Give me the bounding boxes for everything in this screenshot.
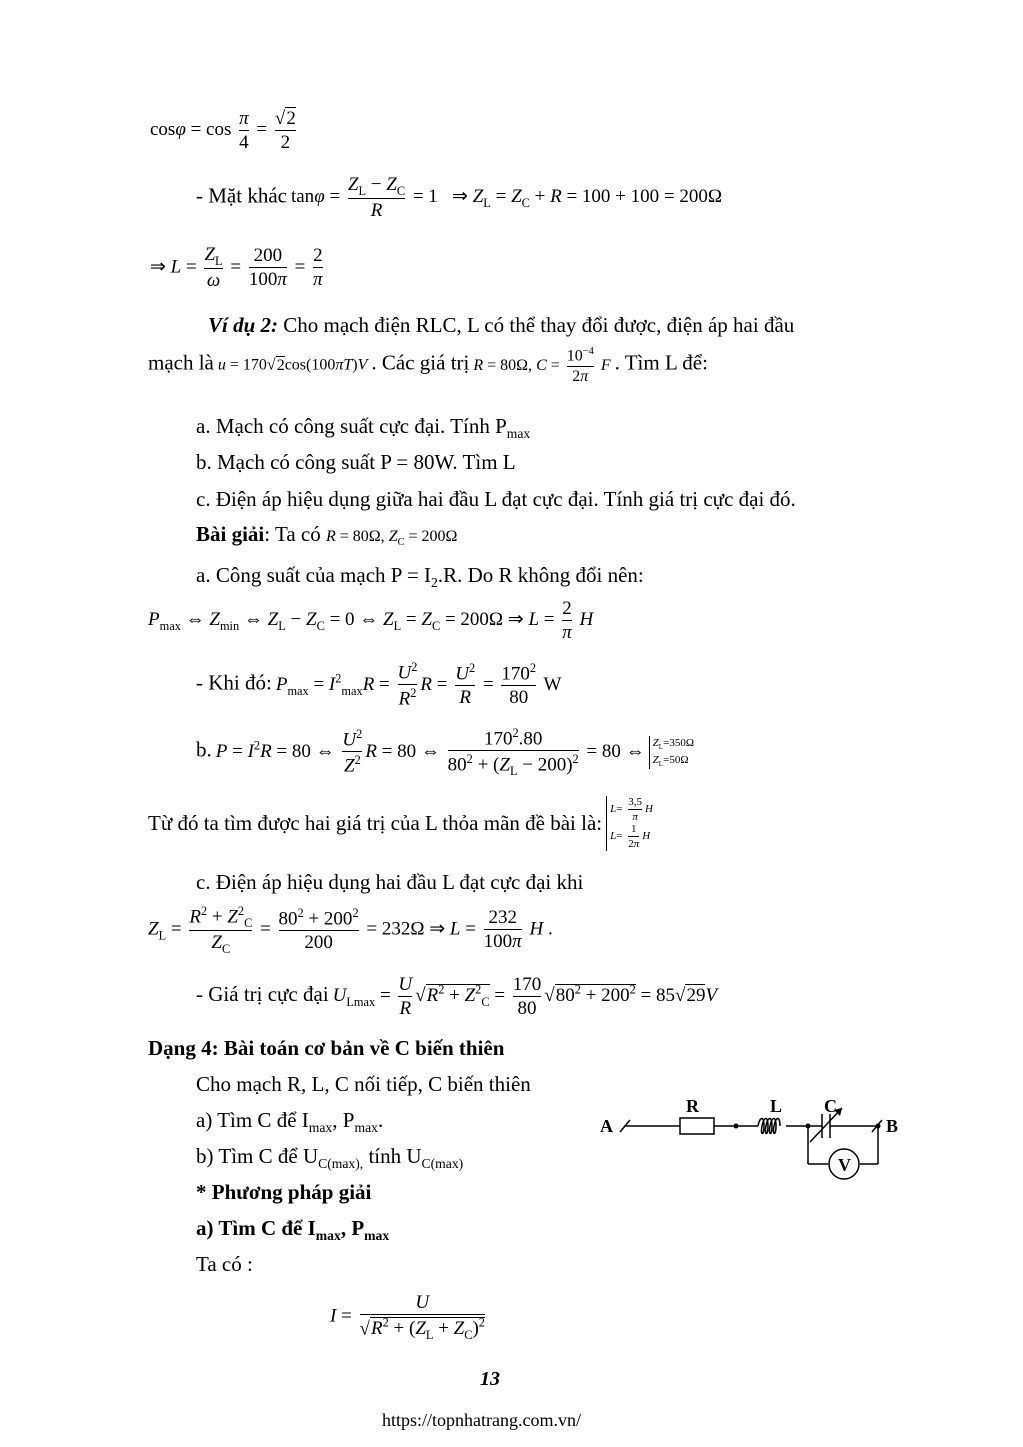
footer-url[interactable]: https://topnhatrang.com.vn/ <box>382 1410 581 1430</box>
dang-4-b-mid: tính U <box>363 1144 422 1168</box>
resistor-symbol <box>680 1118 714 1134</box>
solution-a <box>196 563 644 591</box>
pp-a-sub2: max <box>364 1228 390 1244</box>
question-c: c. Điện áp hiệu dụng giữa hai đầu L đạt cực đại. Tính giá trị cực đại đó. <box>196 487 796 511</box>
solution-a-rest: .R. Do R không đổi nên: <box>437 563 644 587</box>
equation-pmax-value: - Khi đó: $P_{max} = I^2_{max}R$ = $\frac{U^2}{R^2}$ R = $\frac{U^2}{R}$ = $\frac{170^2}{80}$ W <box>196 660 562 710</box>
phuong-phap-heading: * Phương pháp giải <box>196 1180 372 1204</box>
dang-4-a-sub2: max <box>354 1120 378 1136</box>
pp-a-text: a) Tìm C để I <box>196 1216 316 1240</box>
text-gia-tri: - Giá trị cực đại <box>196 982 329 1007</box>
dang-4-item-a <box>196 1108 383 1136</box>
text-mach-la: mạch là <box>148 350 214 375</box>
question-a-text: a. Mạch có công suất cực đại. Tính P <box>196 414 507 438</box>
node-dot-3 <box>876 1124 881 1129</box>
text-mat-khac: - Mặt khác <box>196 183 287 208</box>
solution-a-text: a. Công suất của mạch P = I <box>196 563 432 587</box>
solution-a-sub: 2 <box>431 575 438 591</box>
equation-pmax-chain: $P_{max}$ ⇔ $Z_{min}$ ⇔ $Z_L - Z_C = 0$ ⇔ $Z_L = Z_C = 200\Omega$ ⇒ L = $\frac{2}{\pi}$ H <box>148 598 594 643</box>
dang-4-a-end: . <box>377 1108 384 1132</box>
example-2-heading <box>208 313 794 338</box>
question-b: b. Mạch có công suất P = 80W. Tìm L <box>196 450 516 474</box>
label-b: B <box>886 1116 899 1136</box>
label-c: C <box>824 1096 837 1116</box>
solution-c: c. Điện áp hiệu dụng hai đầu L đạt cực đại khi <box>196 870 584 894</box>
page-number: 13 <box>480 1368 500 1390</box>
pp-a-mid: , P <box>340 1216 365 1240</box>
label-l: L <box>770 1096 783 1116</box>
dang-4-b-text: b) Tìm C để U <box>196 1144 319 1168</box>
pp-item-a <box>196 1216 389 1244</box>
equation-current: I = $\frac{U}{√R^2 + (Z_L + Z_C)^2}$ <box>330 1292 485 1342</box>
circuit-diagram <box>596 1094 906 1186</box>
dang-4-heading: Dạng 4: Bài toán cơ bản về C biến thiên <box>148 1036 505 1060</box>
bai-giai-label: Bài giải <box>196 522 265 546</box>
pp-a-sub1: max <box>315 1228 341 1244</box>
inductor-symbol <box>758 1119 780 1134</box>
node-dot-2 <box>806 1124 811 1129</box>
example-2-line2: mạch là u = 170√2cos(100πT)V . Các giá trị R = 80Ω, C = $\frac{10^{-4}}{2\pi}$ F . Tìm L để: <box>148 346 708 385</box>
equation-ulmax: - Giá trị cực đại $U_{Lmax}$ = $\frac{U}{R}$ $√R^2 + Z^2_C$ = $\frac{170}{80}$ $√80^2 + 200^2 = 85√29V$ <box>196 974 718 1019</box>
dang-4-b-sub1: C(max), <box>318 1156 364 1172</box>
question-a-sub: max <box>506 426 531 442</box>
equation-l-value: ⇒ L = $\frac{Z_L}{\omega}$ = $\frac{200}{100\pi}$ = $\frac{2}{\pi}$ <box>150 244 323 291</box>
equation-tan-phi: - Mặt khác tanφ = $\frac{Z_L - Z_C}{R}$ = 1 ⇒ $Z_L = Z_C + R = 100 + 100 = 200\Omega$ <box>196 174 722 221</box>
dang-4-item-b <box>196 1144 463 1172</box>
node-dot-1 <box>734 1124 739 1129</box>
dang-4-b-sub2: C(max) <box>421 1156 464 1172</box>
dang-4-intro: Cho mạch R, L, C nối tiếp, C biến thiên <box>196 1072 531 1096</box>
dang-4-a-text: a) Tìm C để I <box>196 1108 309 1132</box>
example-2-text: Cho mạch điện RLC, L có thể thay đổi được, điện áp hai đầu <box>278 313 795 337</box>
example-2-label: Ví dụ 2: <box>208 313 279 337</box>
question-a <box>196 414 530 442</box>
bai-giai-rest: : Ta có <box>264 522 321 546</box>
equation-zl-max: $Z_L$ = $\frac{R^2 + Z^2_C}{Z_C}$ = $\frac{80^2 + 200^2}{200}$ = 232Ω ⇒ L = $\frac{232}{100\pi}$ H . <box>148 904 553 957</box>
dang-4-a-sub1: max <box>308 1120 333 1136</box>
label-r: R <box>686 1096 699 1116</box>
ta-co: Ta có : <box>196 1252 253 1276</box>
two-values-line: Từ đó ta tìm được hai giá trị của L thỏa mãn đề bài là: L= $\frac{3,5}{\pi}$ H L= $\frac{1}{2\pi}$ H <box>148 796 653 850</box>
text-tu-do: Từ đó ta tìm được hai giá trị của L thỏa mãn đề bài là: <box>148 810 603 835</box>
text-b-label: b. <box>196 737 212 762</box>
dang-4-a-mid: , P <box>332 1108 355 1132</box>
text-cac-gia-tri: . Các giá trị <box>371 350 470 375</box>
label-a: A <box>600 1116 613 1136</box>
text-khi-do: - Khi đó: <box>196 670 272 695</box>
equation-part-b: b. $P = I^2R = 80$ ⇔ $\frac{U^2}{Z^2}$ R = 80 ⇔ $\frac{170^2.80}{80^2 + (Z_L - 200)^2}$ = 80 ⇔ $Z_L=350\Omega$ $Z_L=50\Omega$ <box>196 726 695 779</box>
equation-cos-phi: cosφ = cos $\frac{\pi}{4}$ = $\frac{√2}{2}$ <box>150 108 296 153</box>
solution-heading: Bài giải: Ta có R = 80Ω, $Z_C = 200\Omega$ <box>196 522 458 549</box>
text-tim-l: . Tìm L để: <box>614 350 708 375</box>
label-v: V <box>838 1155 851 1175</box>
